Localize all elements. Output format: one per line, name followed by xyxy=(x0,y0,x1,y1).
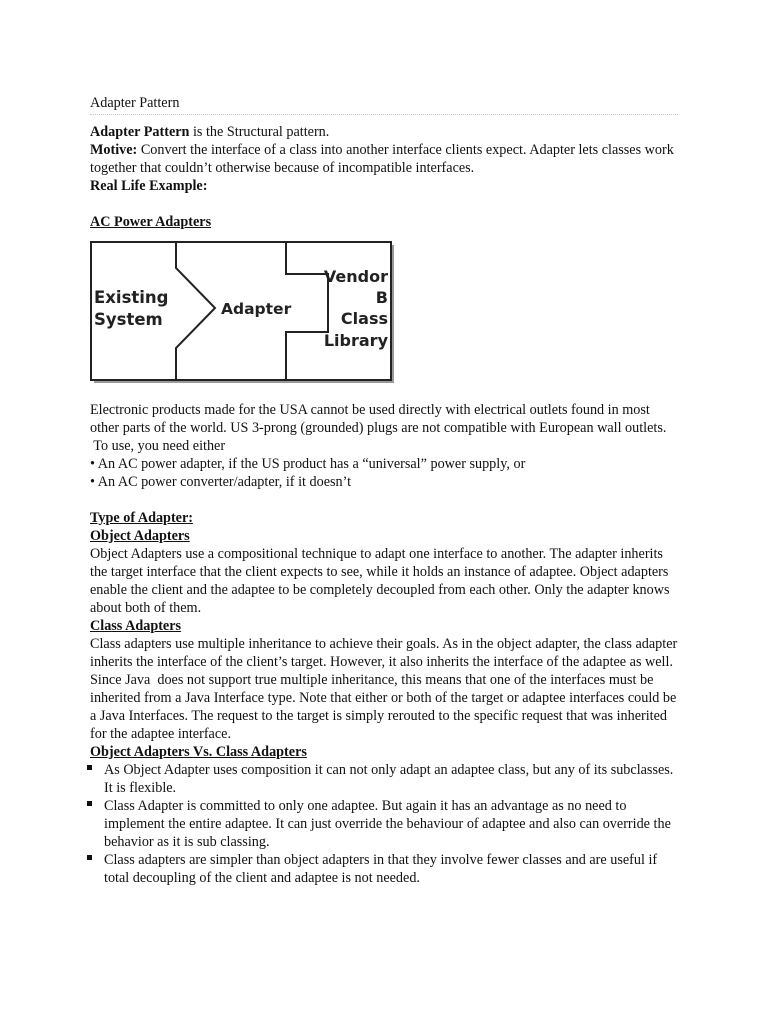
square-bullet-icon xyxy=(87,801,92,806)
to-use-line: To use, you need either xyxy=(90,438,226,454)
real-life-label: Real Life Example: xyxy=(90,178,208,194)
bullet-item-1: • An AC power adapter, if the US product has a “universal” power supply, or xyxy=(90,456,526,472)
motive-paragraph xyxy=(90,141,680,177)
object-adapters-heading: Object Adapters xyxy=(90,528,190,544)
square-bullet-icon xyxy=(87,855,92,860)
intro-line xyxy=(90,123,680,141)
vs-item-text: Class adapters are simpler than object adapters in that they involve fewer classes and are useful if total decoupling of the client and adaptee is not needed. xyxy=(104,852,658,886)
page-header-title: Adapter Pattern xyxy=(90,95,180,111)
label-existing: Existing xyxy=(94,288,169,307)
square-bullet-icon xyxy=(87,765,92,770)
label-system: System xyxy=(94,310,163,329)
vs-list xyxy=(90,761,680,887)
intro-bold-term: Adapter Pattern xyxy=(90,124,190,140)
list-item xyxy=(90,797,680,851)
type-of-adapter-heading: Type of Adapter: xyxy=(90,510,193,526)
vs-heading: Object Adapters Vs. Class Adapters xyxy=(90,744,307,760)
list-item xyxy=(90,761,680,797)
label-vendor: Vendor xyxy=(323,267,388,286)
intro-rest: is the Structural pattern. xyxy=(189,124,330,140)
bullet-item-2: • An AC power converter/adapter, if it doesn’t xyxy=(90,474,352,490)
electronic-paragraph: Electronic products made for the USA cannot be used directly with electrical outlets found in most other parts of the world. US 3-prong (grounded) plugs are not compatible with European wall outlets. xyxy=(90,402,667,436)
label-b: B xyxy=(375,288,388,307)
vs-item-text: Class Adapter is committed to only one adaptee. But again it has an advantage as no need to implement the entire adaptee. It can just override the behaviour of adaptee and also can override the behavior as it is sub classing. xyxy=(104,798,671,850)
class-adapters-text: Class adapters use multiple inheritance to achieve their goals. As in the object adapter, the class adapter inherits the interface of the client’s target. However, it also inherits the interface of the adaptee as well. Since Java does not support true multiple inheritance, this means that one of the interfaces must be inherited from a Java Interface type. Note that either or both of the target or adaptee interfaces could be a Java Interfaces. The request to the target is simply rerouted to the specific request that was inherited for the adaptee interface. xyxy=(90,636,681,742)
object-adapters-text: Object Adapters use a compositional technique to adapt one interface to another. The adapter inherits the target interface that the client expects to see, while it holds an instance of adaptee. Object adapters enable the client and the adaptee to be completely decoupled from each other. Only the adapter knows about both of them. xyxy=(90,546,670,616)
ac-power-heading: AC Power Adapters xyxy=(90,214,212,230)
header-divider xyxy=(90,114,678,115)
adapter-diagram-svg xyxy=(90,241,396,384)
class-adapters-heading: Class Adapters xyxy=(90,618,182,634)
label-library: Library xyxy=(323,331,388,350)
document-body xyxy=(90,123,680,887)
label-class: Class xyxy=(340,309,388,328)
adapter-diagram xyxy=(90,241,396,384)
motive-label: Motive: xyxy=(90,142,138,158)
motive-text: Convert the interface of a class into another interface clients expect. Adapter lets classes work together that couldn’t otherwise because of incompatible interfaces. xyxy=(90,142,674,176)
label-adapter: Adapter xyxy=(221,300,292,318)
list-item xyxy=(90,851,680,887)
vs-item-text: As Object Adapter uses composition it can not only adapt an adaptee class, but any of its subclasses. It is flexible. xyxy=(104,762,674,796)
